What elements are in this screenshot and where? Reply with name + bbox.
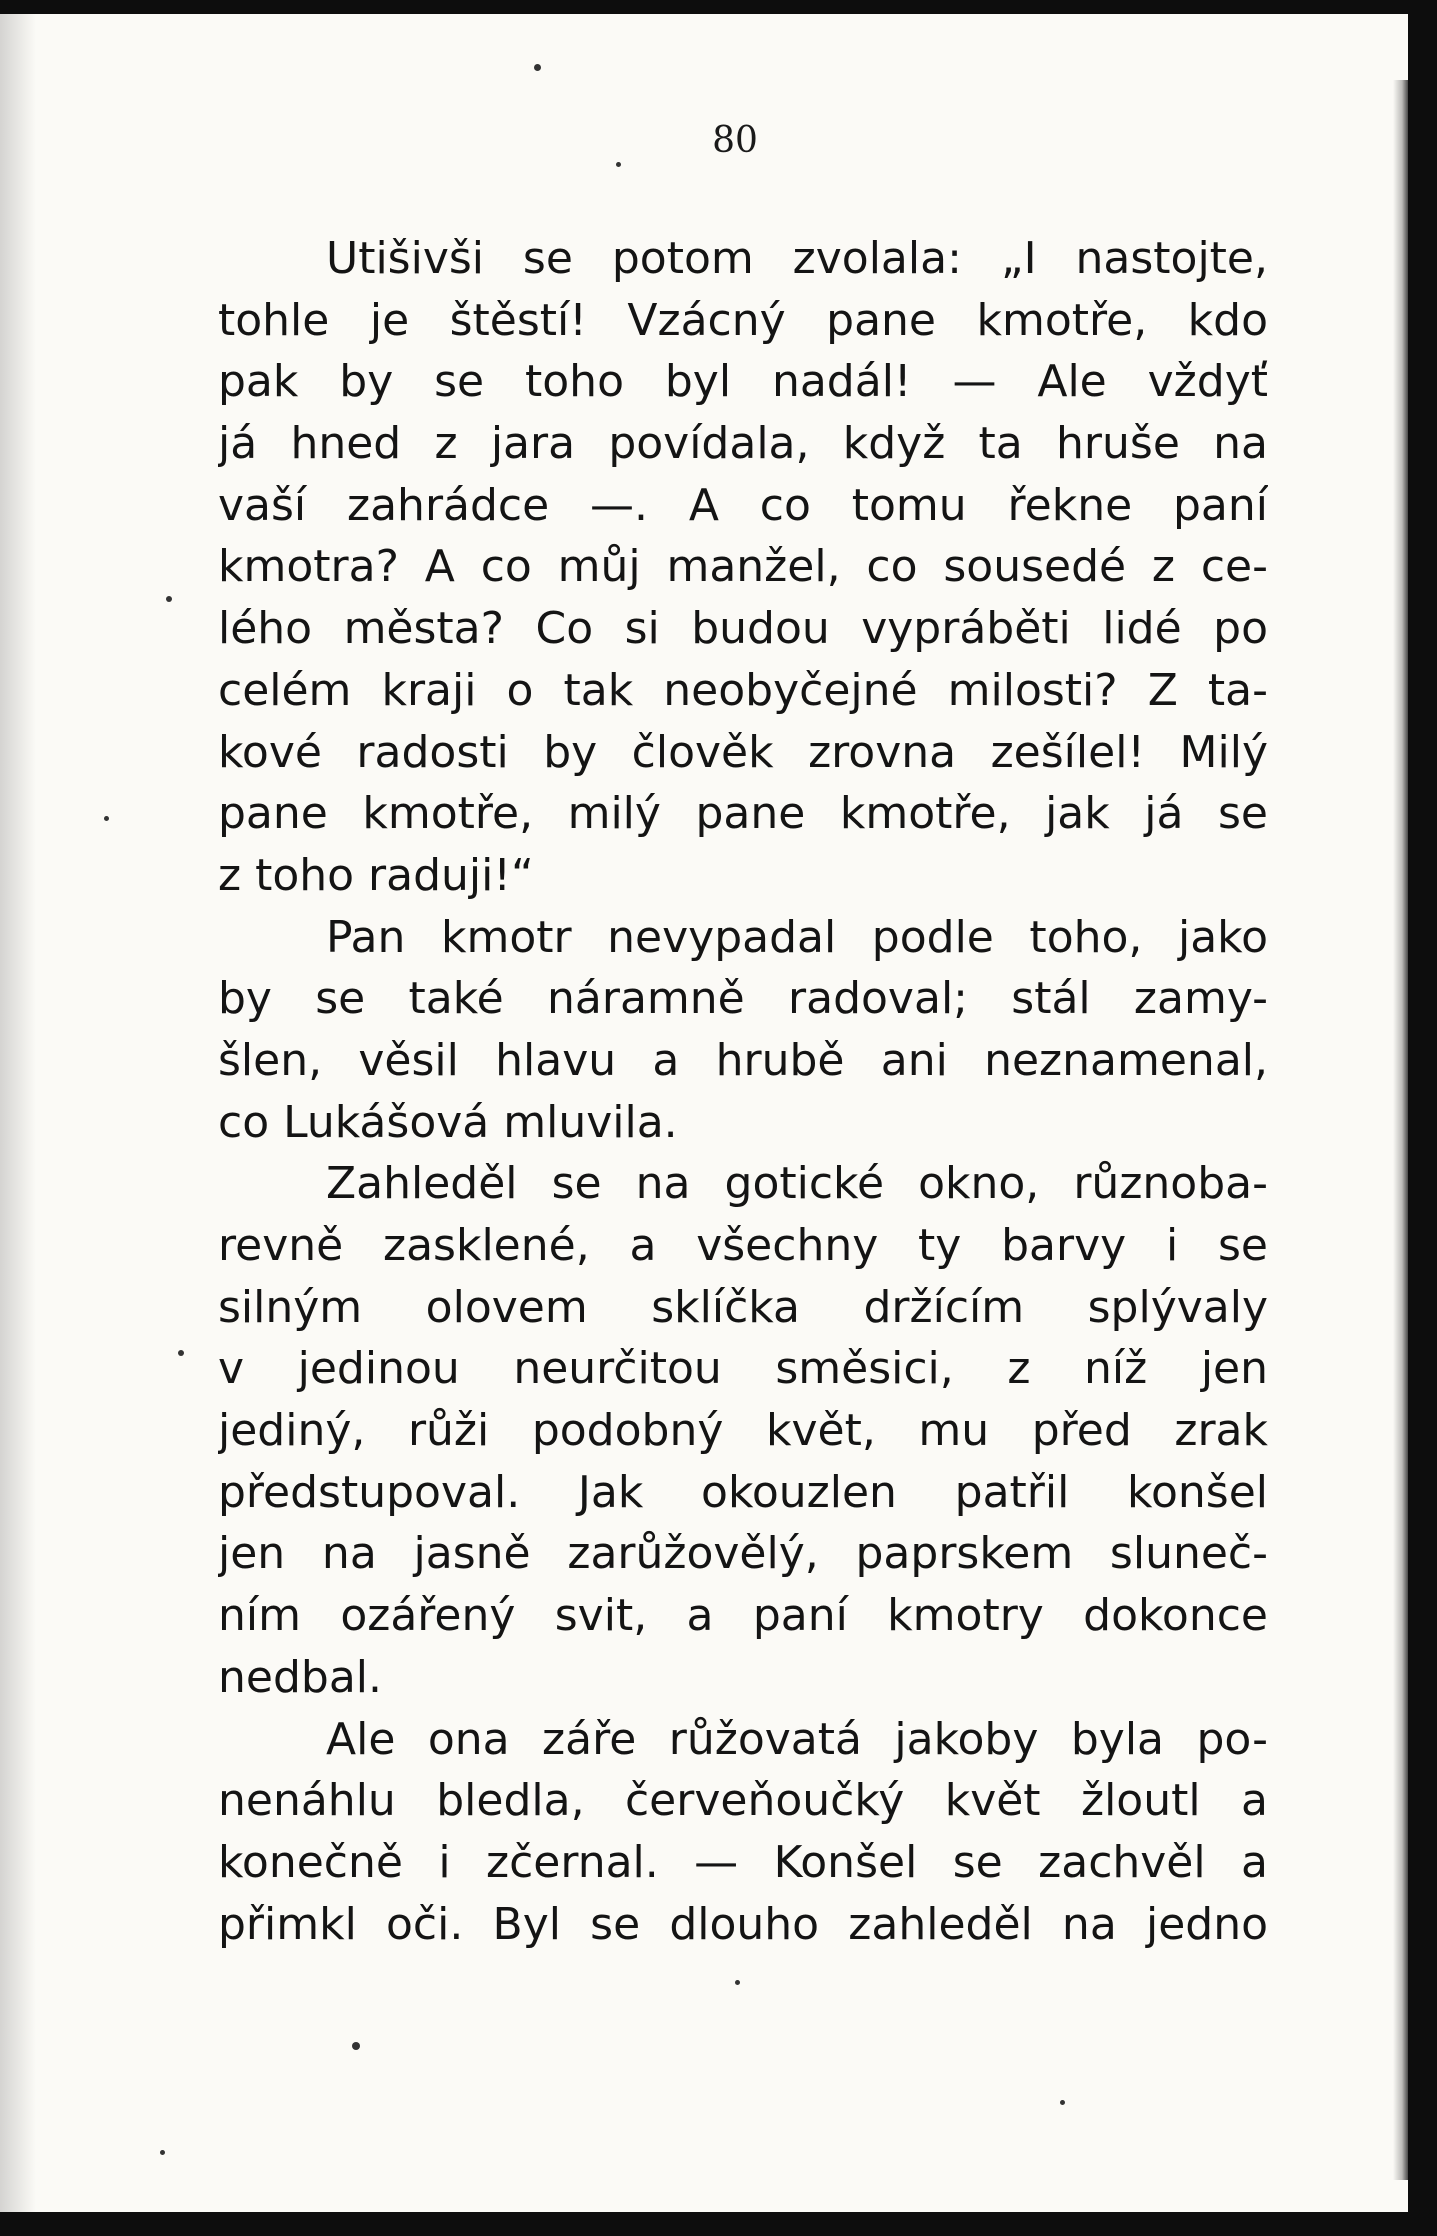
body-text — [218, 228, 1268, 1955]
text-line: jediný, růži podobný květ, mu před zrak — [218, 1405, 1268, 1457]
scan-speck — [1060, 2100, 1065, 2105]
scan-right-shadow — [1393, 80, 1408, 2180]
text-line: v jedinou neurčitou směsici, z níž jen — [218, 1343, 1268, 1395]
text-line: celém kraji o tak neobyčejné milosti? Z ta- — [218, 664, 1268, 716]
text-line: já hned z jara povídala, když ta hruše na — [218, 418, 1268, 470]
text-line: předstupoval. Jak okouzlen patřil konšel — [218, 1466, 1268, 1518]
text-line: přimkl oči. Byl se dlouho zahleděl na jedno — [218, 1898, 1268, 1950]
text-line: silným olovem sklíčka držícím splývaly — [218, 1281, 1268, 1333]
page-number: 80 — [712, 120, 758, 161]
text-line: pak by se toho byl nadál! — Ale vždyť — [218, 356, 1268, 408]
text-line: kmotra? A co můj manžel, co sousedé z ce- — [218, 541, 1268, 593]
text-line: vaší zahrádce —. A co tomu řekne paní — [218, 479, 1268, 531]
scan-left-shadow — [0, 0, 36, 2236]
text-line: Ale ona záře růžovatá jakoby byla po- — [326, 1713, 1268, 1765]
scan-speck — [352, 2042, 360, 2050]
text-line: by se také náramně radoval; stál zamy- — [218, 973, 1268, 1025]
scan-speck — [166, 596, 172, 602]
text-line: Utišivši se potom zvolala: „I nastojte, — [326, 233, 1268, 284]
scan-right-edge — [1408, 0, 1437, 2236]
text-line: jen na jasně zarůžovělý, paprskem sluneč- — [218, 1528, 1268, 1580]
text-line: nedbal. — [218, 1651, 382, 1703]
text-line: co Lukášová mluvila. — [218, 1096, 678, 1148]
text-line: šlen, věsil hlavu a hrubě ani neznamenal, — [218, 1034, 1268, 1086]
scan-speck — [616, 162, 621, 167]
scan-speck — [104, 816, 109, 821]
text-line: Pan kmotr nevypadal podle toho, jako — [326, 911, 1268, 963]
text-line: tohle je štěstí! Vzácný pane kmotře, kdo — [218, 294, 1268, 346]
text-line: lého města? Co si budou vypráběti lidé po — [218, 603, 1268, 655]
text-line: kové radosti by člověk zrovna zešílel! Milý — [218, 726, 1268, 778]
text-line: z toho raduji!“ — [218, 849, 534, 901]
scan-speck — [735, 1980, 740, 1985]
text-line: ním ozářený svit, a paní kmotry dokonce — [218, 1590, 1268, 1642]
scan-speck — [178, 1350, 184, 1356]
scan-bottom-edge — [0, 2212, 1437, 2236]
text-line: Zahleděl se na gotické okno, různoba- — [326, 1158, 1268, 1210]
text-line: pane kmotře, milý pane kmotře, jak já se — [218, 788, 1268, 840]
text-line: nenáhlu bledla, červeňoučký květ žloutl a — [218, 1775, 1268, 1827]
scan-speck — [160, 2150, 165, 2155]
scan-top-edge — [0, 0, 1437, 14]
scan-speck — [534, 64, 541, 71]
text-line: konečně i zčernal. — Konšel se zachvěl a — [218, 1836, 1268, 1888]
text-line: revně zasklené, a všechny ty barvy i se — [218, 1220, 1268, 1271]
